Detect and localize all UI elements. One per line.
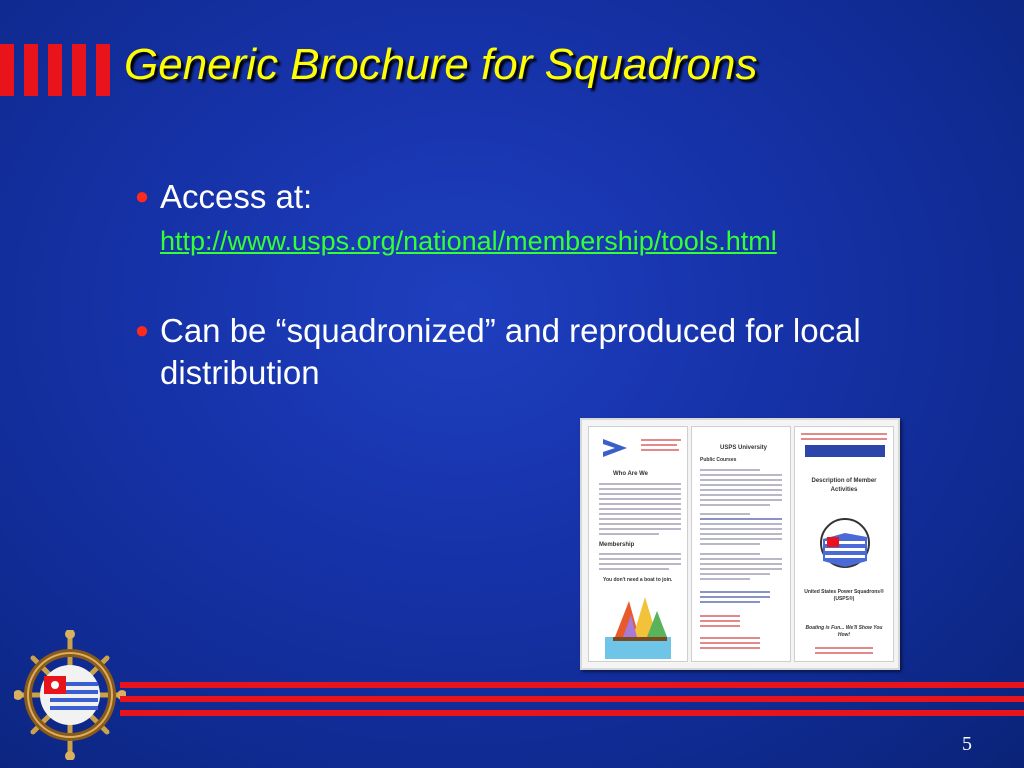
brochure-panel-middle [691, 426, 791, 662]
brochure-org-name: United States Power Squadrons® (USPS®) [804, 589, 884, 602]
brochure-tagline: You don't need a boat to join. [603, 577, 673, 583]
membership-tools-link[interactable]: http://www.usps.org/national/membership/tools.html [160, 226, 777, 256]
brochure-panel-right [794, 426, 894, 662]
page-number: 5 [962, 733, 972, 755]
ships-wheel-emblem-icon [14, 630, 126, 760]
bullet-icon: ● [134, 183, 150, 210]
bullet-text: Access at: [160, 178, 313, 215]
bullet-list [124, 176, 944, 394]
sailboats-clipart-icon [605, 593, 671, 659]
brochure-heading-membership: Membership [599, 542, 635, 548]
brochure-thumbnail [580, 418, 900, 670]
bottom-stripes-decoration [120, 680, 1024, 720]
bullet-item-access [124, 176, 944, 260]
brochure-heading-description: Description of Member Activities [811, 478, 877, 493]
stripes-logo-icon [0, 44, 110, 96]
brochure-panel-left [588, 426, 688, 662]
slide-title: Generic Brochure for Squadrons [124, 40, 758, 89]
usps-ensign-emblem-icon [817, 511, 873, 581]
brochure-heading-university: USPS University [720, 445, 768, 451]
brochure-slogan: Boating is Fun... We'll Show You How! [805, 625, 883, 638]
bullet-text: Can be “squadronized” and reproduced for local distribution [160, 312, 861, 391]
bullet-icon: ● [134, 317, 150, 344]
brochure-heading-who: Who Are We [613, 471, 649, 477]
brochure-subheading-courses: Public Courses [700, 457, 737, 463]
burgee-icon [603, 439, 627, 457]
bullet-item-squadronized [124, 310, 944, 394]
